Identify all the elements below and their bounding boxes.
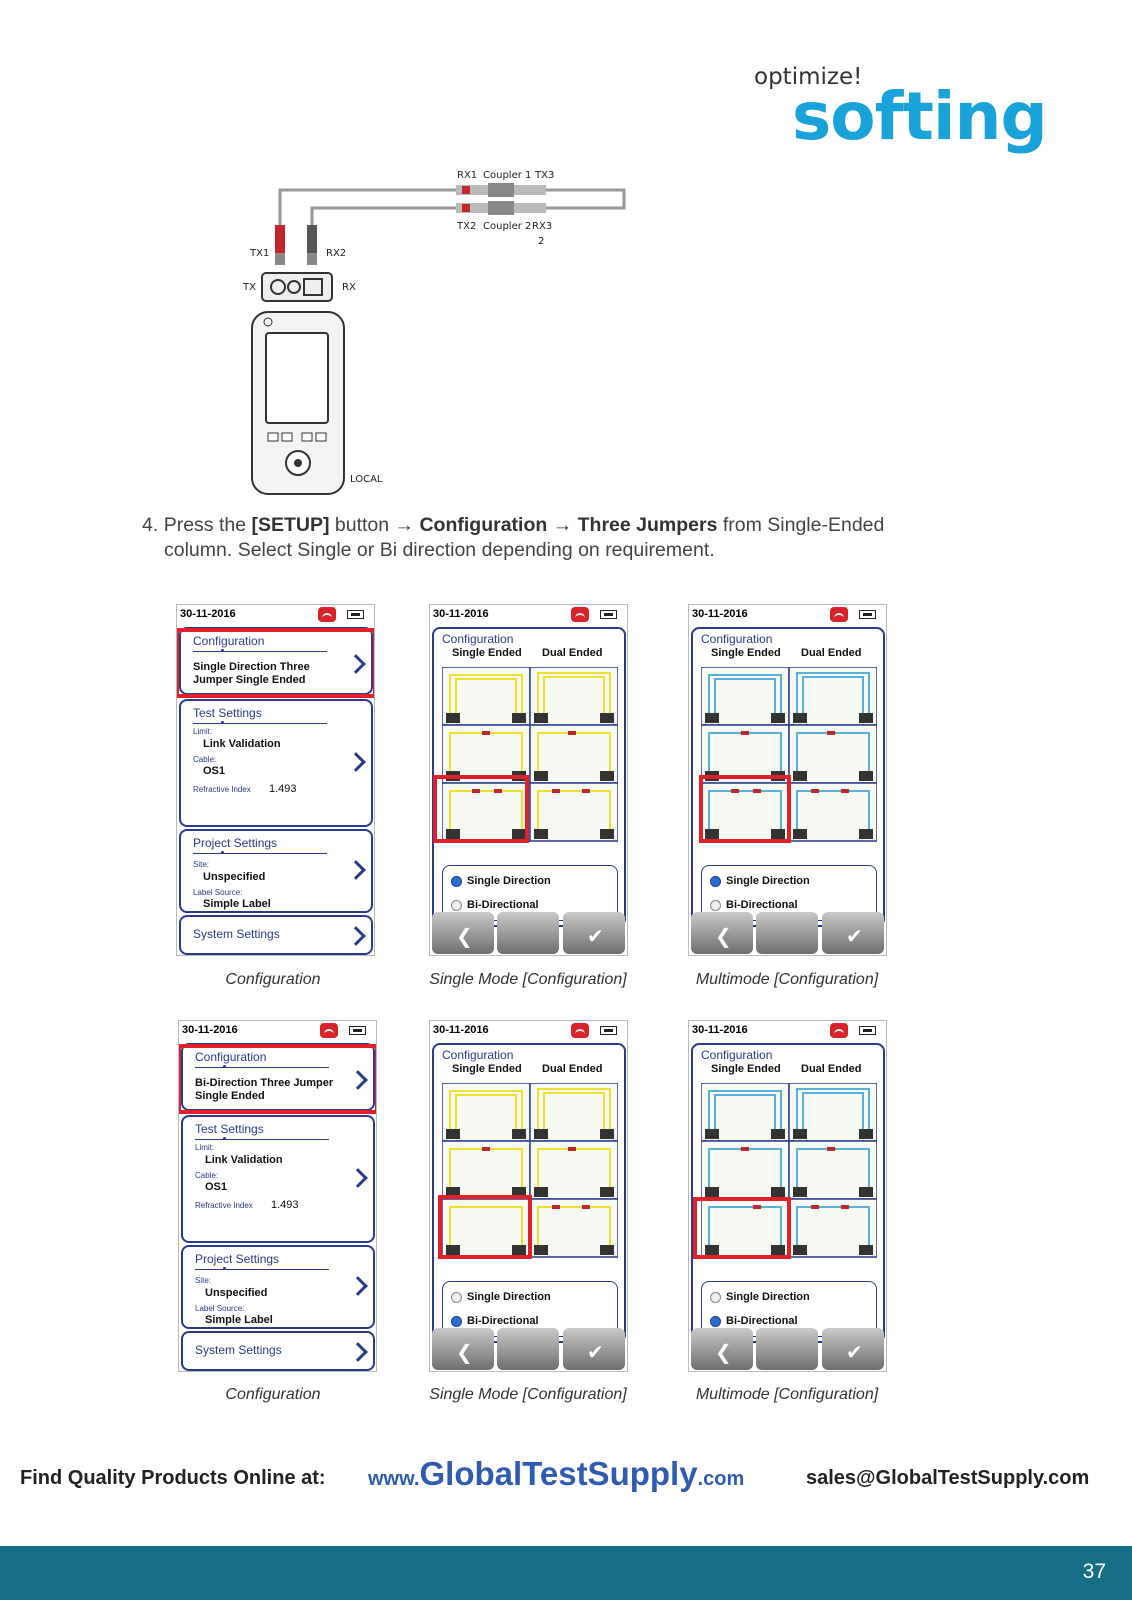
caption-multimode: Multimode [Configuration] bbox=[695, 1386, 879, 1403]
page-number: 37 bbox=[1082, 1560, 1106, 1583]
caption-configuration: Configuration bbox=[225, 971, 321, 988]
back-button[interactable] bbox=[691, 912, 753, 954]
radio-single-direction[interactable] bbox=[451, 876, 462, 887]
battery-icon bbox=[859, 1026, 876, 1035]
page-footer-bar bbox=[0, 1546, 1132, 1600]
chevron-right-icon bbox=[348, 1276, 368, 1296]
project-settings-card[interactable]: Project Settings Site: Unspecified Label Source: Simple Label bbox=[181, 1245, 375, 1329]
config-value-line1: Bi-Direction Three Jumper bbox=[195, 1077, 334, 1089]
step-instruction-line2: column. Select Single or Bi direction depending on requirement. bbox=[164, 539, 715, 561]
test-settings-card[interactable]: Test Settings Limit: Link Validation Cable: OS1 Refractive Index 1.493 bbox=[179, 699, 373, 827]
button-bar bbox=[430, 1325, 627, 1371]
multimode-config-screen bbox=[688, 604, 887, 956]
battery-icon bbox=[600, 610, 617, 619]
date-label: 30-11-2016 bbox=[433, 608, 489, 620]
ok-button[interactable] bbox=[822, 1328, 884, 1370]
chevron-left-icon: ❮ bbox=[715, 1340, 732, 1364]
blank-button[interactable] bbox=[756, 912, 818, 954]
chevron-right-icon bbox=[346, 752, 366, 772]
blank-button[interactable] bbox=[756, 1328, 818, 1370]
rx2-label: RX2 bbox=[326, 248, 347, 259]
coupler1-right-label: TX3 bbox=[535, 170, 555, 181]
highlight-box bbox=[176, 628, 375, 698]
phone-icon bbox=[318, 607, 336, 622]
logo-tagline: optimize! bbox=[754, 64, 863, 90]
multimode-config-screen bbox=[688, 1020, 887, 1372]
battery-icon bbox=[600, 1026, 617, 1035]
configuration-panel: Configuration Single Ended Dual Ended Single Direction Bi-Directional bbox=[691, 1043, 885, 1343]
caption-multimode: Multimode [Configuration] bbox=[695, 971, 879, 988]
coupler1-name-label: Coupler 1 bbox=[483, 170, 532, 181]
direction-options: Single Direction Bi-Directional bbox=[442, 1281, 618, 1337]
ok-button[interactable] bbox=[563, 912, 625, 954]
phone-icon bbox=[830, 1023, 848, 1038]
configuration-card[interactable]: Configuration Bi-Direction Three Jumper Single Ended bbox=[181, 1043, 375, 1111]
config-menu-screen bbox=[176, 604, 375, 956]
radio-single-direction[interactable] bbox=[451, 1292, 462, 1303]
chevron-right-icon bbox=[348, 1168, 368, 1188]
direction-options: Single Direction Bi-Directional bbox=[701, 865, 877, 921]
battery-icon bbox=[349, 1026, 366, 1035]
phone-icon bbox=[320, 1023, 338, 1038]
coupler2-sub-label: 2 bbox=[538, 236, 545, 247]
battery-icon bbox=[347, 610, 364, 619]
caption-single-mode: Single Mode [Configuration] bbox=[429, 971, 627, 988]
softing-logo: softing bbox=[792, 78, 1047, 155]
test-settings-card[interactable]: Test Settings Limit: Link Validation Cable: OS1 Refractive Index 1.493 bbox=[181, 1115, 375, 1243]
ok-button[interactable] bbox=[822, 912, 884, 954]
configuration-panel: Configuration Single Ended Dual Ended Single Direction Bi-Directional bbox=[432, 627, 626, 927]
chevron-right-icon bbox=[348, 1342, 368, 1362]
chevron-left-icon: ❮ bbox=[456, 924, 473, 948]
singlemode-config-screen bbox=[429, 604, 628, 956]
back-button[interactable] bbox=[432, 912, 494, 954]
direction-options: Single Direction Bi-Directional bbox=[442, 865, 618, 921]
highlight-box bbox=[433, 775, 529, 843]
config-value-line2: Single Ended bbox=[195, 1090, 265, 1102]
date-label: 30-11-2016 bbox=[692, 608, 748, 620]
step-instruction: 4. Press the [SETUP] button → Configuration → Three Jumpers from Single-Ended bbox=[142, 514, 885, 536]
chevron-right-icon bbox=[346, 926, 366, 946]
battery-icon bbox=[859, 610, 876, 619]
radio-single-direction[interactable] bbox=[710, 876, 721, 887]
chevron-left-icon: ❮ bbox=[715, 924, 732, 948]
radio-single-direction[interactable] bbox=[710, 1292, 721, 1303]
blank-button[interactable] bbox=[497, 912, 559, 954]
date-label: 30-11-2016 bbox=[692, 1024, 748, 1036]
direction-options: Single Direction Bi-Directional bbox=[701, 1281, 877, 1337]
system-settings-card[interactable]: System Settings bbox=[179, 915, 373, 955]
date-label: 30-11-2016 bbox=[433, 1024, 489, 1036]
caption-single-mode: Single Mode [Configuration] bbox=[429, 1386, 627, 1403]
back-button[interactable] bbox=[691, 1328, 753, 1370]
check-icon: ✔ bbox=[587, 1340, 604, 1364]
date-label: 30-11-2016 bbox=[182, 1024, 238, 1036]
highlight-box bbox=[178, 1044, 377, 1114]
coupler2-left-label: TX2 bbox=[457, 221, 477, 232]
highlight-box bbox=[438, 1195, 532, 1259]
button-bar bbox=[689, 1325, 886, 1371]
phone-icon bbox=[571, 1023, 589, 1038]
chevron-right-icon bbox=[346, 860, 366, 880]
blank-button[interactable] bbox=[497, 1328, 559, 1370]
footer-website-link[interactable]: www.GlobalTestSupply.com bbox=[368, 1455, 745, 1492]
caption-configuration: Configuration bbox=[225, 1386, 321, 1403]
check-icon: ✔ bbox=[846, 1340, 863, 1364]
config-menu-screen bbox=[178, 1020, 377, 1372]
singlemode-config-screen bbox=[429, 1020, 628, 1372]
connection-diagram bbox=[230, 165, 650, 505]
highlight-box bbox=[699, 775, 791, 843]
button-bar bbox=[430, 909, 627, 955]
date-label: 30-11-2016 bbox=[180, 608, 236, 620]
phone-icon bbox=[830, 607, 848, 622]
configuration-card[interactable]: Configuration Single Direction Three Jumper Single Ended bbox=[179, 627, 373, 695]
check-icon: ✔ bbox=[587, 924, 604, 948]
project-settings-card[interactable]: Project Settings Site: Unspecified Label Source: Simple Label bbox=[179, 829, 373, 913]
footer-email-link[interactable]: sales@GlobalTestSupply.com bbox=[806, 1467, 1090, 1489]
footer-promo-text: Find Quality Products Online at: bbox=[20, 1467, 326, 1489]
tx-label: TX bbox=[243, 282, 256, 293]
config-value-line1: Single Direction Three bbox=[193, 661, 310, 673]
local-label: LOCAL bbox=[350, 474, 383, 485]
rx-label: RX bbox=[342, 282, 356, 293]
configuration-panel: Configuration Single Ended Dual Ended Single Direction Bi-Directional bbox=[432, 1043, 626, 1343]
coupler1-left-label: RX1 bbox=[457, 170, 478, 181]
highlight-box bbox=[693, 1197, 791, 1259]
chevron-left-icon: ❮ bbox=[456, 1340, 473, 1364]
ok-button[interactable] bbox=[563, 1328, 625, 1370]
button-bar bbox=[689, 909, 886, 955]
back-button[interactable] bbox=[432, 1328, 494, 1370]
check-icon: ✔ bbox=[846, 924, 863, 948]
tx1-label: TX1 bbox=[250, 248, 270, 259]
phone-icon bbox=[571, 607, 589, 622]
system-settings-card[interactable]: System Settings bbox=[181, 1331, 375, 1371]
config-value-line2: Jumper Single Ended bbox=[193, 674, 306, 686]
coupler2-right-label: RX3 bbox=[532, 221, 553, 232]
coupler2-name-label: Coupler 2 bbox=[483, 221, 532, 232]
configuration-panel: Configuration Single Ended Dual Ended Single Direction Bi-Directional bbox=[691, 627, 885, 927]
